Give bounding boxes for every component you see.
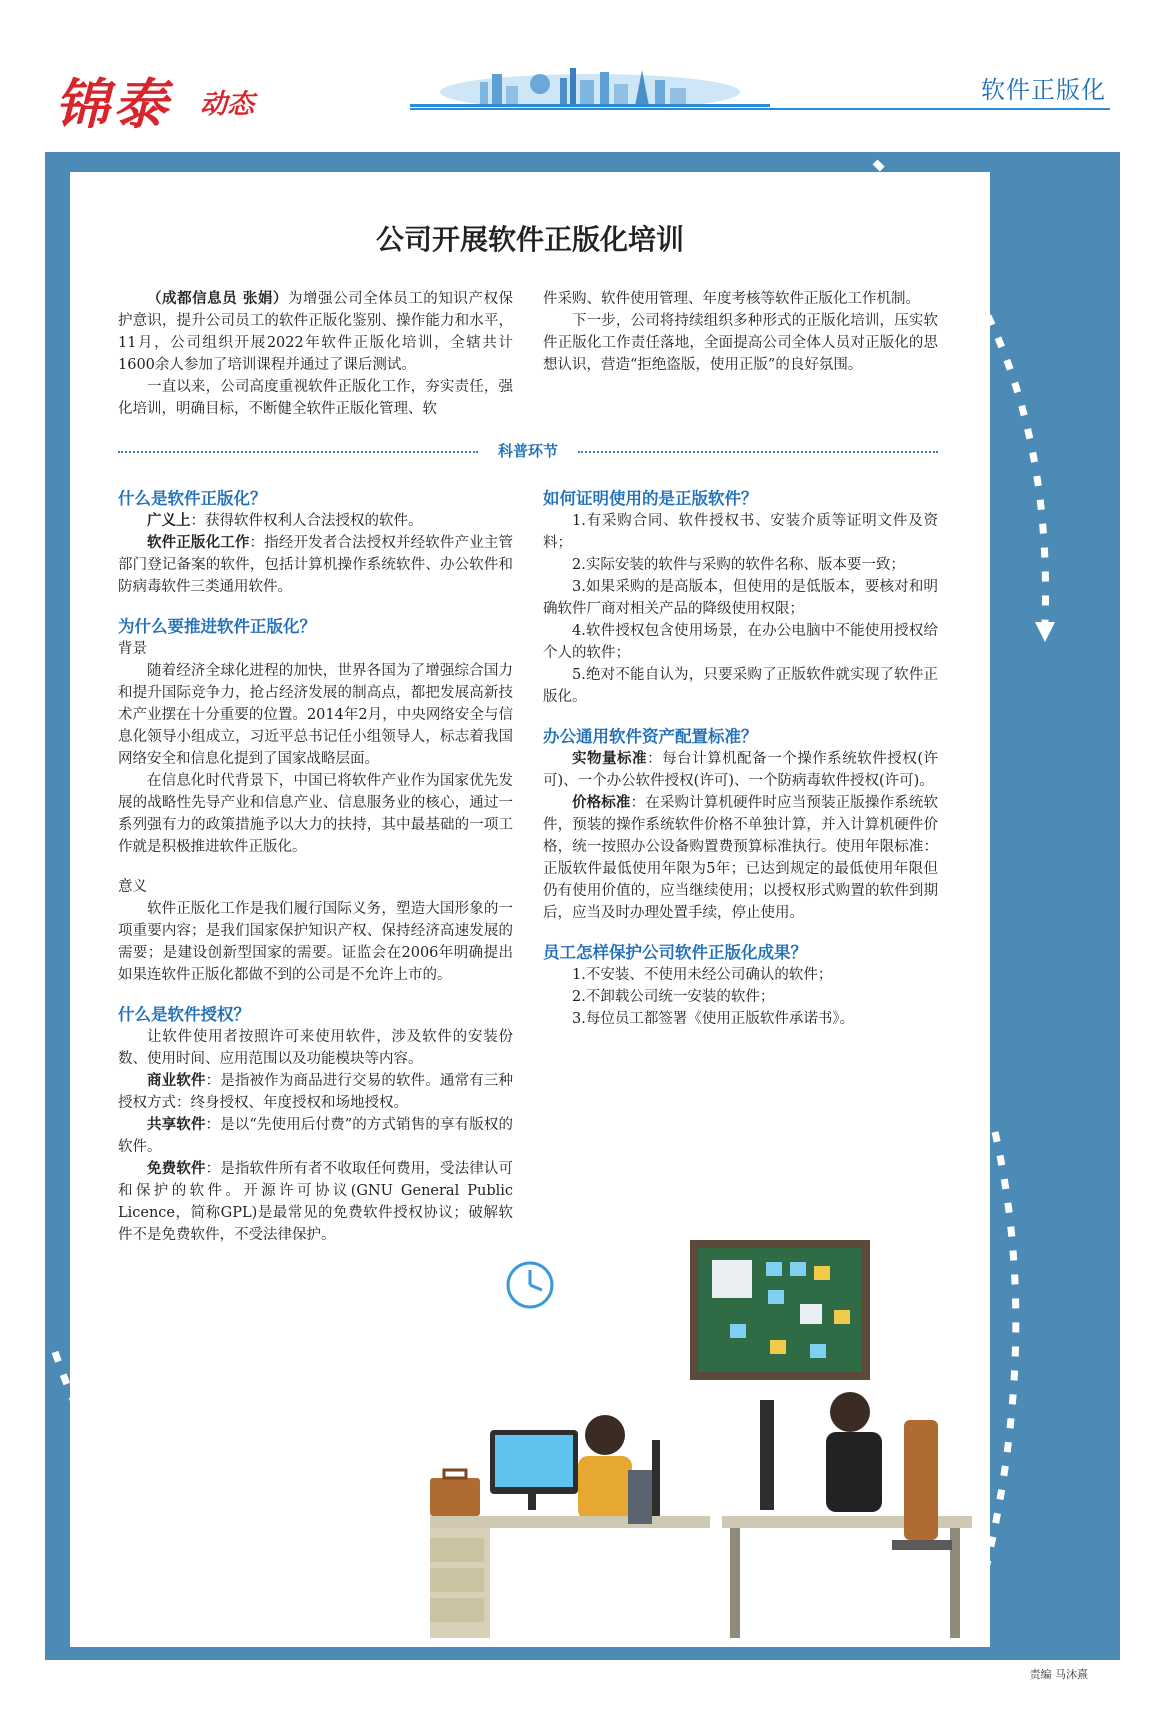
question-heading: 什么是软件授权？ bbox=[118, 1005, 250, 1024]
question-heading: 办公通用软件资产配置标准？ bbox=[543, 727, 758, 746]
question-heading: 什么是软件正版化？ bbox=[118, 489, 267, 508]
page-header bbox=[0, 0, 1156, 140]
term-label: 广义上 bbox=[147, 513, 191, 529]
definition-text: ：在采购计算机硬件时应当预装正版操作系统软件，预装的操作系统软件价格不单独计算，并入计算机硬件价格，统一按照办公设备购置费预算标准执行。使用年限标准：正版软件最低使用年限为5年；已达到规定的最低使用年限但仍有使用价值的，应当继续使用；以授权形式购置的软件到期后，应当及时办理处置手续，停止使用。 bbox=[543, 795, 939, 921]
subheading: 背景 bbox=[118, 641, 147, 657]
lede-paragraph: 件采购、软件使用管理、年度考核等软件正版化工作机制。 bbox=[543, 291, 920, 307]
lede-paragraph: 一直以来，公司高度重视软件正版化工作，夯实责任，强化培训，明确目标，不断健全软件正版化管理、软 bbox=[118, 379, 513, 417]
office-illustration bbox=[430, 1220, 990, 1645]
definition-text: ：是指被作为商品进行交易的软件。通常有三种授权方式：终身授权、年度授权和场地授权。 bbox=[118, 1073, 514, 1111]
header-rule bbox=[410, 108, 1110, 110]
article-title: 公司开展软件正版化培训 bbox=[375, 223, 684, 256]
divider-label: 科普环节 bbox=[497, 442, 558, 460]
list-item: 3.如果采购的是高版本，但使用的是低版本，要核对和明确软件厂商对相关产品的降级使用权限； bbox=[543, 579, 938, 617]
lede-column-left bbox=[118, 288, 513, 420]
section-tag: 软件正版化 bbox=[981, 76, 1106, 104]
masthead-subtitle: 动态 bbox=[200, 89, 254, 120]
term-label: 价格标准 bbox=[572, 795, 631, 811]
list-item: 1.不安装、不使用未经公司确认的软件； bbox=[572, 967, 833, 983]
lede-column-right bbox=[543, 288, 938, 376]
faq-column-right bbox=[543, 488, 938, 1030]
list-item: 5.绝对不能自认为，只要采购了正版软件就实现了软件正版化。 bbox=[543, 667, 938, 705]
definition-text: ：指经开发者合法授权并经软件产业主管部门登记备案的软件，包括计算机操作系统软件、办公软件和防病毒软件三类通用软件。 bbox=[118, 535, 514, 595]
definition-text: ：每台计算机配备一个操作系统软件授权(许可)、一个办公软件授权(许可)、一个防病毒软件授权(许可)。 bbox=[543, 751, 939, 789]
lede-paragraph: 为增强公司全体员工的知识产权保护意识，提升公司员工的软件正版化鉴别、操作能力和水平，11月，公司组织开展2022年软件正版化培训，全辖共计1600余人参加了培训课程并通过了课后测试。 bbox=[118, 291, 513, 373]
question-heading: 员工怎样保护公司软件正版化成果？ bbox=[543, 943, 807, 962]
list-item: 3.每位员工都签署《使用正版软件承诺书》。 bbox=[572, 1011, 855, 1027]
list-item: 2.实际安装的软件与采购的软件名称、版本要一致； bbox=[572, 557, 905, 573]
masthead-logo: 锦泰 bbox=[55, 72, 171, 136]
body-paragraph: 让软件使用者按照许可来使用软件，涉及软件的安装份数、使用时间、应用范围以及功能模块等内容。 bbox=[118, 1029, 513, 1067]
section-divider bbox=[118, 440, 938, 464]
divider-line bbox=[578, 451, 938, 453]
term-label: 免费软件 bbox=[147, 1161, 206, 1177]
term-label: 实物量标准 bbox=[572, 751, 648, 767]
list-item: 1.有采购合同、软件授权书、安装介质等证明文件及资料； bbox=[543, 513, 938, 551]
faq-column-left bbox=[118, 488, 513, 1246]
question-heading: 为什么要推进软件正版化？ bbox=[118, 617, 316, 636]
question-heading: 如何证明使用的是正版软件？ bbox=[543, 489, 758, 508]
list-item: 2.不卸载公司统一安装的软件； bbox=[572, 989, 775, 1005]
briefcase bbox=[430, 1478, 480, 1516]
lede-paragraph: 下一步，公司将持续组织多种形式的正版化培训，压实软件正版化工作责任落地，全面提高公司全体人员对正版化的思想认识，营造“拒绝盗版，使用正版”的良好氛围。 bbox=[543, 313, 938, 373]
term-label: 商业软件 bbox=[147, 1073, 206, 1089]
definition-text: ：获得软件权利人合法授权的软件。 bbox=[190, 513, 423, 529]
list-item: 4.软件授权包含使用场景，在办公电脑中不能使用授权给个人的软件； bbox=[543, 623, 938, 661]
term-label: 软件正版化工作 bbox=[147, 535, 250, 551]
editor-credit: 责编 马沐熹 bbox=[1029, 1668, 1088, 1681]
subheading: 意义 bbox=[118, 879, 147, 895]
term-label: 共享软件 bbox=[147, 1117, 206, 1133]
city-skyline-graphic bbox=[410, 60, 770, 110]
body-paragraph: 在信息化时代背景下，中国已将软件产业作为国家优先发展的战略性先导产业和信息产业、信息服务业的核心，通过一系列强有力的政策措施予以大力的扶持，其中最基础的一项工作就是积极推进软件正版化。 bbox=[118, 773, 513, 855]
desk bbox=[430, 1516, 710, 1528]
definition-text: ：是以“先使用后付费”的方式销售的享有版权的软件。 bbox=[118, 1117, 514, 1155]
body-paragraph: 随着经济全球化进程的加快，世界各国为了增强综合国力和提升国际竞争力，抢占经济发展的制高点，都把发展高新技术产业摆在十分重要的位置。2014年2月，中央网络安全与信息化领导小组成立，习近平总书记任小组领导人，标志着我国网络安全和信息化提到了国家战略层面。 bbox=[118, 663, 513, 767]
body-paragraph: 软件正版化工作是我们履行国际义务，塑造大国形象的一项重要内容；是我们国家保护知识产权、保持经济高速发展的需要；是建设创新型国家的需要。证监会在2006年明确提出如果连软件正版化都做不到的公司是不允许上市的。 bbox=[118, 901, 513, 983]
definition-text: ：是指软件所有者不收取任何费用，受法律认可和保护的软件。开源许可协议(GNU General Public Licence，简称GPL)是最常见的免费软件授权协议；破解软件不是免费软件，不受法律保护。 bbox=[118, 1161, 514, 1243]
byline: （成都信息员 张娟） bbox=[147, 291, 288, 307]
